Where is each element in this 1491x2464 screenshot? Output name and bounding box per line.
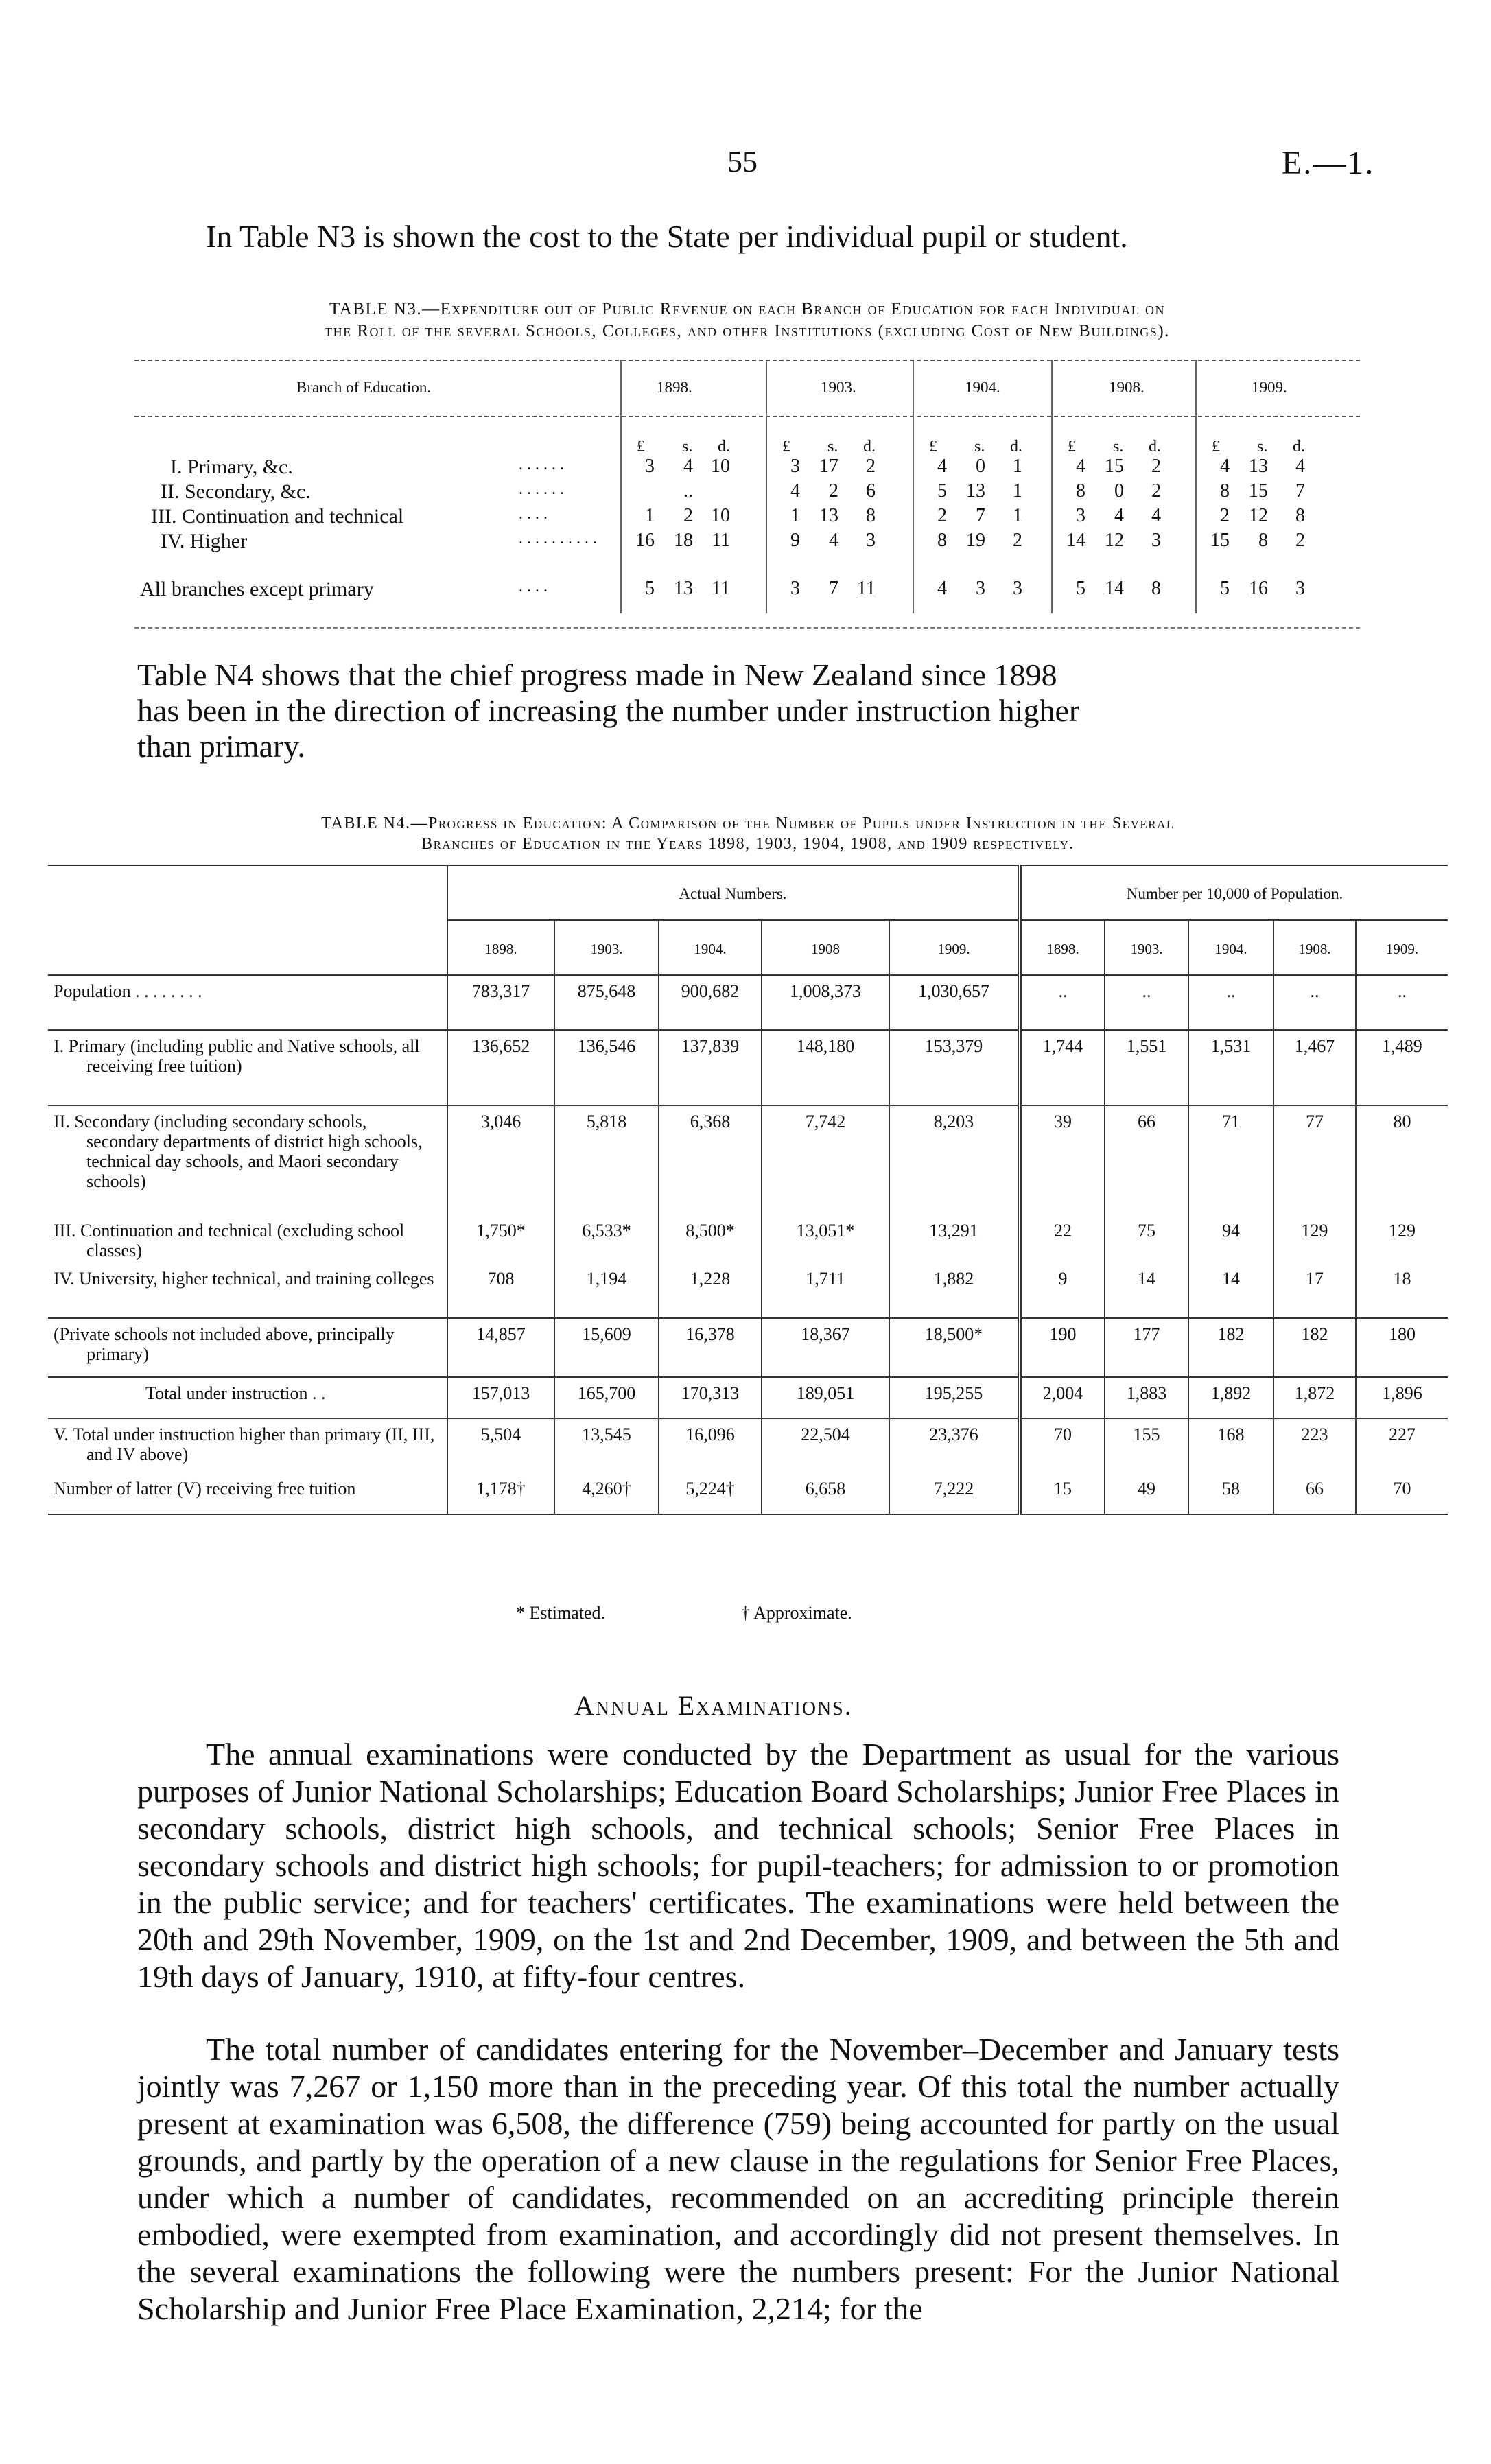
n3-row-2-value: 5 [937,480,947,502]
n3-row-2-value: 7 [1295,480,1305,502]
n3-row-4-value: 2 [1295,530,1305,551]
page-code: E.—1. [1282,145,1375,181]
n3-row-4-value: 18 [674,530,693,551]
n4-actual-value: 13,051* [762,1215,889,1263]
n4-year-actual: 1904. [659,920,762,975]
n3-row-total-value: 3 [1295,578,1305,599]
n3-row-2-value: 8 [1076,480,1085,502]
n4-per-value: 14 [1188,1263,1273,1318]
n3-row-2-value: 13 [966,480,985,502]
n3-unit-label: s. [827,438,838,456]
para1-line2: has been in the direction of increasing the number under instruction higher [137,693,1080,728]
n4-row [48,1105,1448,1215]
n4-actual-value: 1,194 [554,1263,659,1318]
n3-row-4-value: 15 [1210,530,1230,551]
n4-per-value: 129 [1356,1215,1448,1263]
n3-row-total-value: 3 [1013,578,1022,599]
n3-row-2-value: 8 [1220,480,1230,502]
n3-row-1-value: 4 [1076,456,1085,477]
n3-unit-label: d. [863,438,876,456]
n4-actual-value: 157,013 [447,1377,554,1418]
n4-per-value: 1,551 [1105,1030,1188,1105]
n4-per-value: 75 [1105,1215,1188,1263]
n4-row-label: I. Primary (including public and Native schools, all receiving free tuition) [54,1036,420,1076]
n4-per-value: 17 [1273,1263,1356,1318]
n4-per-value: 22 [1020,1215,1105,1263]
n3-unit-label: d. [1149,438,1161,456]
n4-actual-value: 5,504 [447,1418,554,1473]
n3-row-3-value: 10 [711,505,730,526]
n3-row-2-value: 6 [866,480,876,502]
n3-year-1908: 1908. [1109,379,1144,396]
n3-row-total-value: 5 [1220,578,1230,599]
n4-actual-value: 8,203 [889,1105,1020,1215]
n4-caption-line1: TABLE N4.—Progress in Education: A Comparison of the Number of Pupils under Instruction in the Several [321,814,1175,832]
n3-row-1-value: 3 [790,456,800,477]
n3-row-2-label: II. Secondary, &c. [161,480,311,503]
n4-actual-value: 1,178† [447,1473,554,1514]
n3-row-3-value: 2 [683,505,693,526]
n3-unit-label: £ [929,438,937,456]
n4-row-label: Total under instruction . . [145,1383,326,1403]
n4-per-value: 14 [1105,1263,1188,1318]
n3-row-3-value: 2 [937,505,947,526]
n4-actual-value: 6,658 [762,1473,889,1514]
n4-actual-value: 23,376 [889,1418,1020,1473]
n4-actual-value: 148,180 [762,1030,889,1105]
n4-actual-value: 1,711 [762,1263,889,1318]
n3-row-1-value: 3 [645,456,655,477]
n4-actual-value: 4,260† [554,1473,659,1514]
n4-row [48,975,1448,1030]
n3-unit-label: £ [782,438,790,456]
n3-row-total-dots: . . . . [519,578,548,596]
n3-unit-label: £ [637,438,645,456]
n3-row-total-value: 11 [712,578,730,599]
paragraph-candidates: The total number of candidates entering for the November–December and January tests jointly was 7,267 or 1,150 more than in the preceding year. Of this total the number actually present at examination was 6,508, the difference (759) being accounted for partly on the usual grounds, and partly by the operation of a new clause in the regulations for Senior Free Places, under which a number of candidates, recommended on an accrediting principle therein embodied, were exempted from examination, and accordingly did not present themselves. In the several examinations the following were the numbers present: For the Junior National Scholarship and Junior Free Place Examination, 2,214; for the [137,2032,1339,2326]
n4-actual-value: 6,533* [554,1215,659,1263]
intro-sentence: In Table N3 is shown the cost to the State per individual pupil or student. [206,219,1128,254]
n3-row-3-value: 4 [1151,505,1161,526]
n4-actual-value: 153,379 [889,1030,1020,1105]
n4-actual-value: 16,378 [659,1318,762,1377]
n4-per-value: 66 [1273,1473,1356,1514]
n3-row-3-label: III. Continuation and technical [151,505,404,528]
n4-year-actual: 1909. [889,920,1020,975]
n4-actual-value: 13,545 [554,1418,659,1473]
n4-row-label: Population . . . . . . . . [54,981,202,1001]
n4-actual-value: 14,857 [447,1318,554,1377]
n3-year-1909: 1909. [1252,379,1287,396]
n4-per-value: 70 [1356,1473,1448,1514]
n4-per-value: 1,892 [1188,1377,1273,1418]
n3-row-4-value: 3 [1151,530,1161,551]
n4-actual-value: 18,500* [889,1318,1020,1377]
n3-row-1-label: I. Primary, &c. [170,456,293,478]
n3-row-3-value: 13 [819,505,838,526]
n4-row [48,1473,1448,1514]
n3-row-3-value: 8 [866,505,876,526]
n3-row-4-value: 14 [1066,530,1085,551]
n3-year-1898: 1898. [657,379,692,396]
n3-unit-label: d. [718,438,730,456]
n3-row-1-value: 1 [1013,456,1022,477]
n3-branch-header: Branch of Education. [296,379,432,396]
n4-actual-value: 7,222 [889,1473,1020,1514]
n3-row-3-value: 7 [976,505,985,526]
n3-row-1-value: 2 [1151,456,1161,477]
n3-row-1-value: 10 [711,456,730,477]
n3-row-3-value: 1 [1013,505,1022,526]
n3-year-1903: 1903. [821,379,856,396]
n4-per-value: 227 [1356,1418,1448,1473]
n4-year-actual: 1908 [762,920,889,975]
n4-row-label: IV. University, higher technical, and training colleges [54,1269,434,1289]
note-approximate: † Approximate. [741,1603,852,1623]
n4-per-value: 182 [1273,1318,1356,1377]
n3-row-3-value: 4 [1114,505,1124,526]
n4-row [48,1418,1448,1473]
n4-actual-value: 1,030,657 [889,975,1020,1030]
n4-actual-value: 900,682 [659,975,762,1030]
n3-unit-label: s. [974,438,985,456]
n3-row-1-dots: . . . . . . [519,456,564,473]
n4-actual-value: 6,368 [659,1105,762,1215]
n3-row-4-label: IV. Higher [161,530,248,552]
para1-line1: Table N4 shows that the chief progress made in New Zealand since 1898 [137,657,1057,692]
n4-actual-value: 3,046 [447,1105,554,1215]
n3-row-4-value: 8 [1258,530,1268,551]
n3-unit-label: £ [1212,438,1220,456]
n4-row [48,1318,1448,1377]
n4-per-value: 129 [1273,1215,1356,1263]
n4-actual-value: 189,051 [762,1377,889,1418]
n3-row-total-value: 3 [976,578,985,599]
n3-row-2-value: 4 [790,480,800,502]
n4-group-per: Number per 10,000 of Population. [1020,865,1448,920]
n4-per-value: 1,872 [1273,1377,1356,1418]
n3-unit-label: £ [1068,438,1076,456]
n4-actual-value: 875,648 [554,975,659,1030]
n3-unit-label: s. [682,438,693,456]
n4-per-value: .. [1273,975,1356,1030]
n3-row-4-value: 8 [937,530,947,551]
n3-row-total-value: 5 [645,578,655,599]
n3-row-3-value: 1 [790,505,800,526]
n3-row-2-value: 15 [1249,480,1268,502]
n3-row-3-value: 3 [1076,505,1085,526]
n4-year-actual: 1898. [447,920,554,975]
n4-per-value: 77 [1273,1105,1356,1215]
n4-actual-value: 1,882 [889,1263,1020,1318]
n3-row-4-value: 11 [712,530,730,551]
n4-actual-value: 7,742 [762,1105,889,1215]
n4-per-value: 94 [1188,1215,1273,1263]
n3-row-total-value: 14 [1105,578,1124,599]
n4-per-value: 182 [1188,1318,1273,1377]
n3-row-4-value: 16 [635,530,655,551]
n4-row-label: V. Total under instruction higher than primary (II, III, and IV above) [54,1424,435,1464]
n4-row-label: III. Continuation and technical (excluding school classes) [54,1221,405,1260]
n4-year-per: 1909. [1356,920,1448,975]
n4-per-value: 177 [1105,1318,1188,1377]
n4-per-value: 1,531 [1188,1030,1273,1105]
n3-caption-line1: TABLE N3.—Expenditure out of Public Revenue on each Branch of Education for each Individual on [329,300,1165,318]
n4-actual-value: 708 [447,1263,554,1318]
n3-unit-label: d. [1010,438,1022,456]
n4-per-value: 190 [1020,1318,1105,1377]
n4-per-value: 1,883 [1105,1377,1188,1418]
n3-row-1-value: 13 [1249,456,1268,477]
n4-actual-value: 18,367 [762,1318,889,1377]
n3-row-total-value: 7 [829,578,838,599]
n4-per-value: 1,744 [1020,1030,1105,1105]
n3-row-total-value: 5 [1076,578,1085,599]
n4-per-value: 70 [1020,1418,1105,1473]
n3-header [134,360,1360,417]
n3-row-total-value: 11 [857,578,876,599]
n3-row-1-value: 4 [683,456,693,477]
table-n3 [134,360,1360,600]
n4-actual-value: 5,818 [554,1105,659,1215]
table-n4 [48,865,1448,1515]
n3-unit-label: s. [1257,438,1268,456]
n3-row-2-value: 0 [1114,480,1124,502]
n4-per-value: 66 [1105,1105,1188,1215]
n4-per-value: 80 [1356,1105,1448,1215]
n4-row [48,1263,1448,1318]
n4-per-value: 223 [1273,1418,1356,1473]
n4-actual-value: 783,317 [447,975,554,1030]
n4-per-value: .. [1356,975,1448,1030]
n3-year-1904: 1904. [965,379,1000,396]
n4-per-value: 2,004 [1020,1377,1105,1418]
n4-actual-value: 15,609 [554,1318,659,1377]
n4-per-value: .. [1105,975,1188,1030]
n3-row-4-value: 12 [1105,530,1124,551]
n4-year-actual: 1903. [554,920,659,975]
n4-actual-value: 195,255 [889,1377,1020,1418]
n4-per-value: 9 [1020,1263,1105,1318]
n3-row-2-value: 2 [1151,480,1161,502]
n3-row-1-value: 15 [1105,456,1124,477]
n3-row-4-dots: . . . . . . . . . . [519,530,597,548]
n4-actual-value: 22,504 [762,1418,889,1473]
n4-year-per: 1898. [1020,920,1105,975]
n3-row-total-label: All branches except primary [140,578,374,600]
paragraph-annual-exams: The annual examinations were conducted by the Department as usual for the various purposes of Junior National Scholarships; Education Board Scholarships; Junior Free Places in secondary schools, district high schools, and technical schools; Senior Free Places in secondary schools and district high schools; for pupil-teachers; for admission to or promotion in the public service; and for teachers' certificates. The examinations were held between the 20th and 29th November, 1909, on the 1st and 2nd December, 1909, and between the 5th and 19th days of January, 1910, at fifty-four centres. [137,1737,1339,1994]
n3-row-2-value: 2 [829,480,838,502]
n4-row-label: Number of latter (V) receiving free tuition [54,1479,356,1499]
n4-per-value: 1,896 [1356,1377,1448,1418]
n4-year-per: 1904. [1188,920,1273,975]
n3-row-3-value: 12 [1249,505,1268,526]
n4-per-value: .. [1188,975,1273,1030]
n3-row-4-value: 4 [829,530,838,551]
n3-row-total-value: 3 [790,578,800,599]
n4-actual-value: 136,652 [447,1030,554,1105]
n4-per-value: 39 [1020,1105,1105,1215]
n3-row-1-value: 4 [1295,456,1305,477]
n3-row-1-value: 2 [866,456,876,477]
n3-row-3-value: 8 [1295,505,1305,526]
n4-row-label: II. Secondary (including secondary schools, secondary departments of district high schools, technical day schools, and Maori secondary schools) [54,1112,423,1191]
n4-actual-value: 165,700 [554,1377,659,1418]
n3-unit-label: d. [1293,438,1305,456]
n4-row [48,1377,1448,1418]
n3-row-3-value: 2 [1220,505,1230,526]
n4-actual-value: 136,546 [554,1030,659,1105]
n3-row-1-value: 17 [819,456,838,477]
n3-row-total-value: 8 [1151,578,1161,599]
n4-actual-value: 8,500* [659,1215,762,1263]
n4-year-per: 1903. [1105,920,1188,975]
n4-row [48,1215,1448,1263]
n4-actual-value: 5,224† [659,1473,762,1514]
n4-actual-value: 16,096 [659,1418,762,1473]
n3-caption-line2: the Roll of the several Schools, Colleges, and other Institutions (excluding Cost of New Buildings). [325,322,1170,340]
n4-per-value: 15 [1020,1473,1105,1514]
n4-actual-value: 1,750* [447,1215,554,1263]
n3-row-1-value: 0 [976,456,985,477]
n4-row-label: (Private schools not included above, principally primary) [54,1324,395,1364]
n4-per-value: 49 [1105,1473,1188,1514]
n3-row-2-value: .. [683,480,693,502]
n4-group-actual: Actual Numbers. [447,865,1020,920]
n3-row-4-value: 3 [866,530,876,551]
para1-line3: than primary. [137,729,305,764]
n4-actual-value: 170,313 [659,1377,762,1418]
n3-row-total-value: 13 [674,578,693,599]
n3-row-3-value: 1 [645,505,655,526]
n3-row-1-value: 4 [937,456,947,477]
n3-row-4-value: 9 [790,530,800,551]
n4-caption-line2: Branches of Education in the Years 1898, 1903, 1904, 1908, and 1909 respectively. [421,835,1075,853]
n3-row-total-value: 4 [937,578,947,599]
page-number: 55 [727,145,758,178]
n4-actual-value: 1,228 [659,1263,762,1318]
n3-row-2-dots: . . . . . . [519,480,564,498]
n3-unit-label: s. [1113,438,1124,456]
n3-row-4-value: 2 [1013,530,1022,551]
n4-per-value: 71 [1188,1105,1273,1215]
n3-row-3-dots: . . . . [519,505,548,523]
n3-row-1-value: 4 [1220,456,1230,477]
n4-per-value: 1,489 [1356,1030,1448,1105]
n4-row [48,1030,1448,1105]
n4-actual-value: 1,008,373 [762,975,889,1030]
n4-per-value: 1,467 [1273,1030,1356,1105]
n3-row-4-value: 19 [966,530,985,551]
n4-per-value: 180 [1356,1318,1448,1377]
section-title: Annual Examinations. [574,1690,853,1721]
n4-per-value: .. [1020,975,1105,1030]
n4-per-value: 168 [1188,1418,1273,1473]
n4-per-value: 18 [1356,1263,1448,1318]
note-estimated: * Estimated. [516,1603,605,1623]
n4-year-per: 1908. [1273,920,1356,975]
n4-per-value: 58 [1188,1473,1273,1514]
n4-actual-value: 137,839 [659,1030,762,1105]
n3-row-2-value: 1 [1013,480,1022,502]
n4-actual-value: 13,291 [889,1215,1020,1263]
n3-row-total-value: 16 [1249,578,1268,599]
n4-per-value: 155 [1105,1418,1188,1473]
